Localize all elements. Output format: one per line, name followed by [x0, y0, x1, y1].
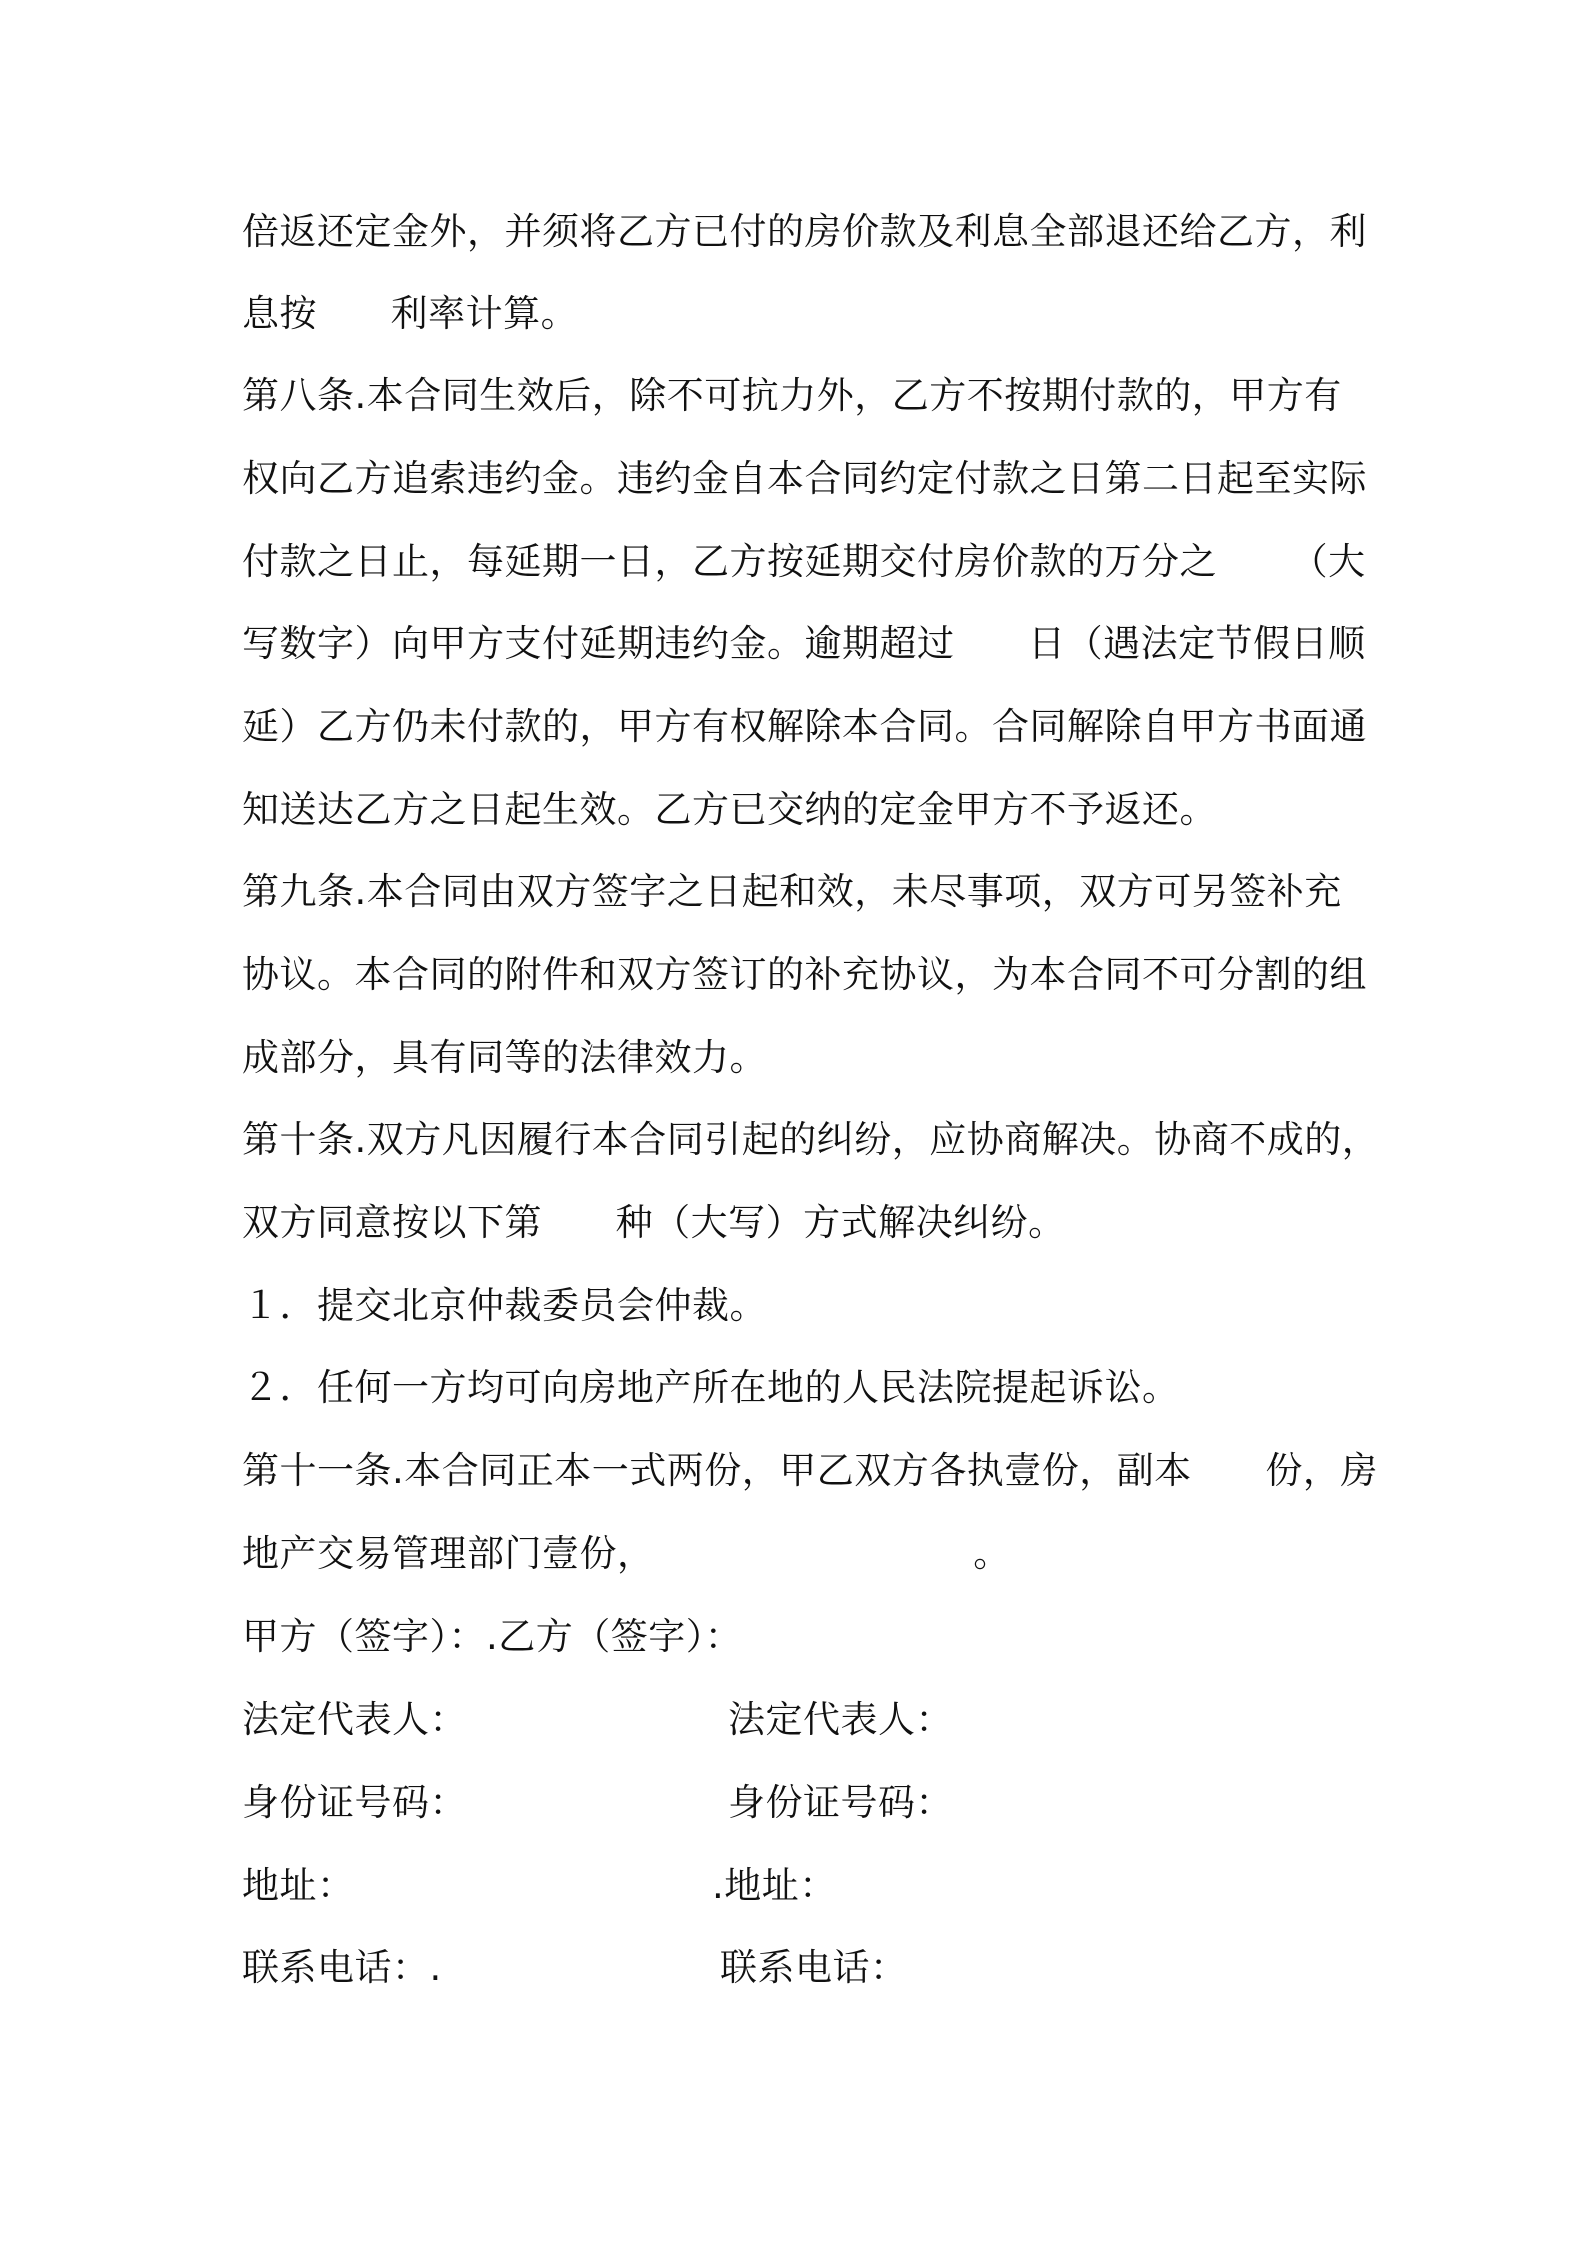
- party-b-phone: 联系电话：: [720, 1946, 908, 1989]
- party-b-legal-rep: 法定代表人：: [728, 1698, 953, 1741]
- party-b-address: .地址：: [712, 1864, 837, 1907]
- text-line-9: 第九条.本合同由双方签字之日起和效，未尽事项，双方可另签补充: [242, 870, 1342, 913]
- party-a-phone: 联系电话：.: [242, 1946, 442, 1989]
- text-line-10: 协议。本合同的附件和双方签订的补充协议，为本合同不可分割的组: [242, 953, 1367, 996]
- text-line-11: 成部分，具有同等的法律效力。: [242, 1036, 767, 1079]
- text-line-14: １．提交北京仲裁委员会仲裁。: [242, 1284, 767, 1327]
- party-a-address: 地址：: [242, 1864, 355, 1907]
- text-line-1: 倍返还定金外，并须将乙方已付的房价款及利息全部退还给乙方，利: [242, 210, 1367, 253]
- text-line-6: 写数字）向甲方支付延期违约金。逾期超过 日（遇法定节假日顺: [242, 622, 1366, 665]
- text-line-3: 第八条.本合同生效后，除不可抗力外，乙方不按期付款的，甲方有: [242, 374, 1342, 417]
- text-line-5: 付款之日止，每延期一日，乙方按延期交付房价款的万分之 （大: [242, 540, 1366, 583]
- text-line-18: 甲方（签字）：.乙方（签字）：: [242, 1615, 743, 1658]
- party-a-id-number: 身份证号码：: [242, 1781, 467, 1824]
- text-line-15: ２．任何一方均可向房地产所在地的人民法院提起诉讼。: [242, 1366, 1180, 1409]
- text-line-17: 地产交易管理部门壹份， 。: [242, 1532, 1011, 1575]
- party-a-legal-rep: 法定代表人：: [242, 1698, 467, 1741]
- text-line-16: 第十一条.本合同正本一式两份，甲乙双方各执壹份，副本 份，房: [242, 1449, 1378, 1492]
- text-line-8: 知送达乙方之日起生效。乙方已交纳的定金甲方不予返还。: [242, 788, 1217, 831]
- text-line-2: 息按 利率计算。: [242, 292, 579, 335]
- text-line-4: 权向乙方追索违约金。违约金自本合同约定付款之日第二日起至实际: [242, 457, 1367, 500]
- party-b-id-number: 身份证号码：: [728, 1781, 953, 1824]
- text-line-13: 双方同意按以下第 种（大写）方式解决纠纷。: [242, 1201, 1066, 1244]
- text-line-7: 延）乙方仍未付款的，甲方有权解除本合同。合同解除自甲方书面通: [242, 705, 1367, 748]
- text-line-12: 第十条.双方凡因履行本合同引起的纠纷，应协商解决。协商不成的，: [242, 1118, 1380, 1161]
